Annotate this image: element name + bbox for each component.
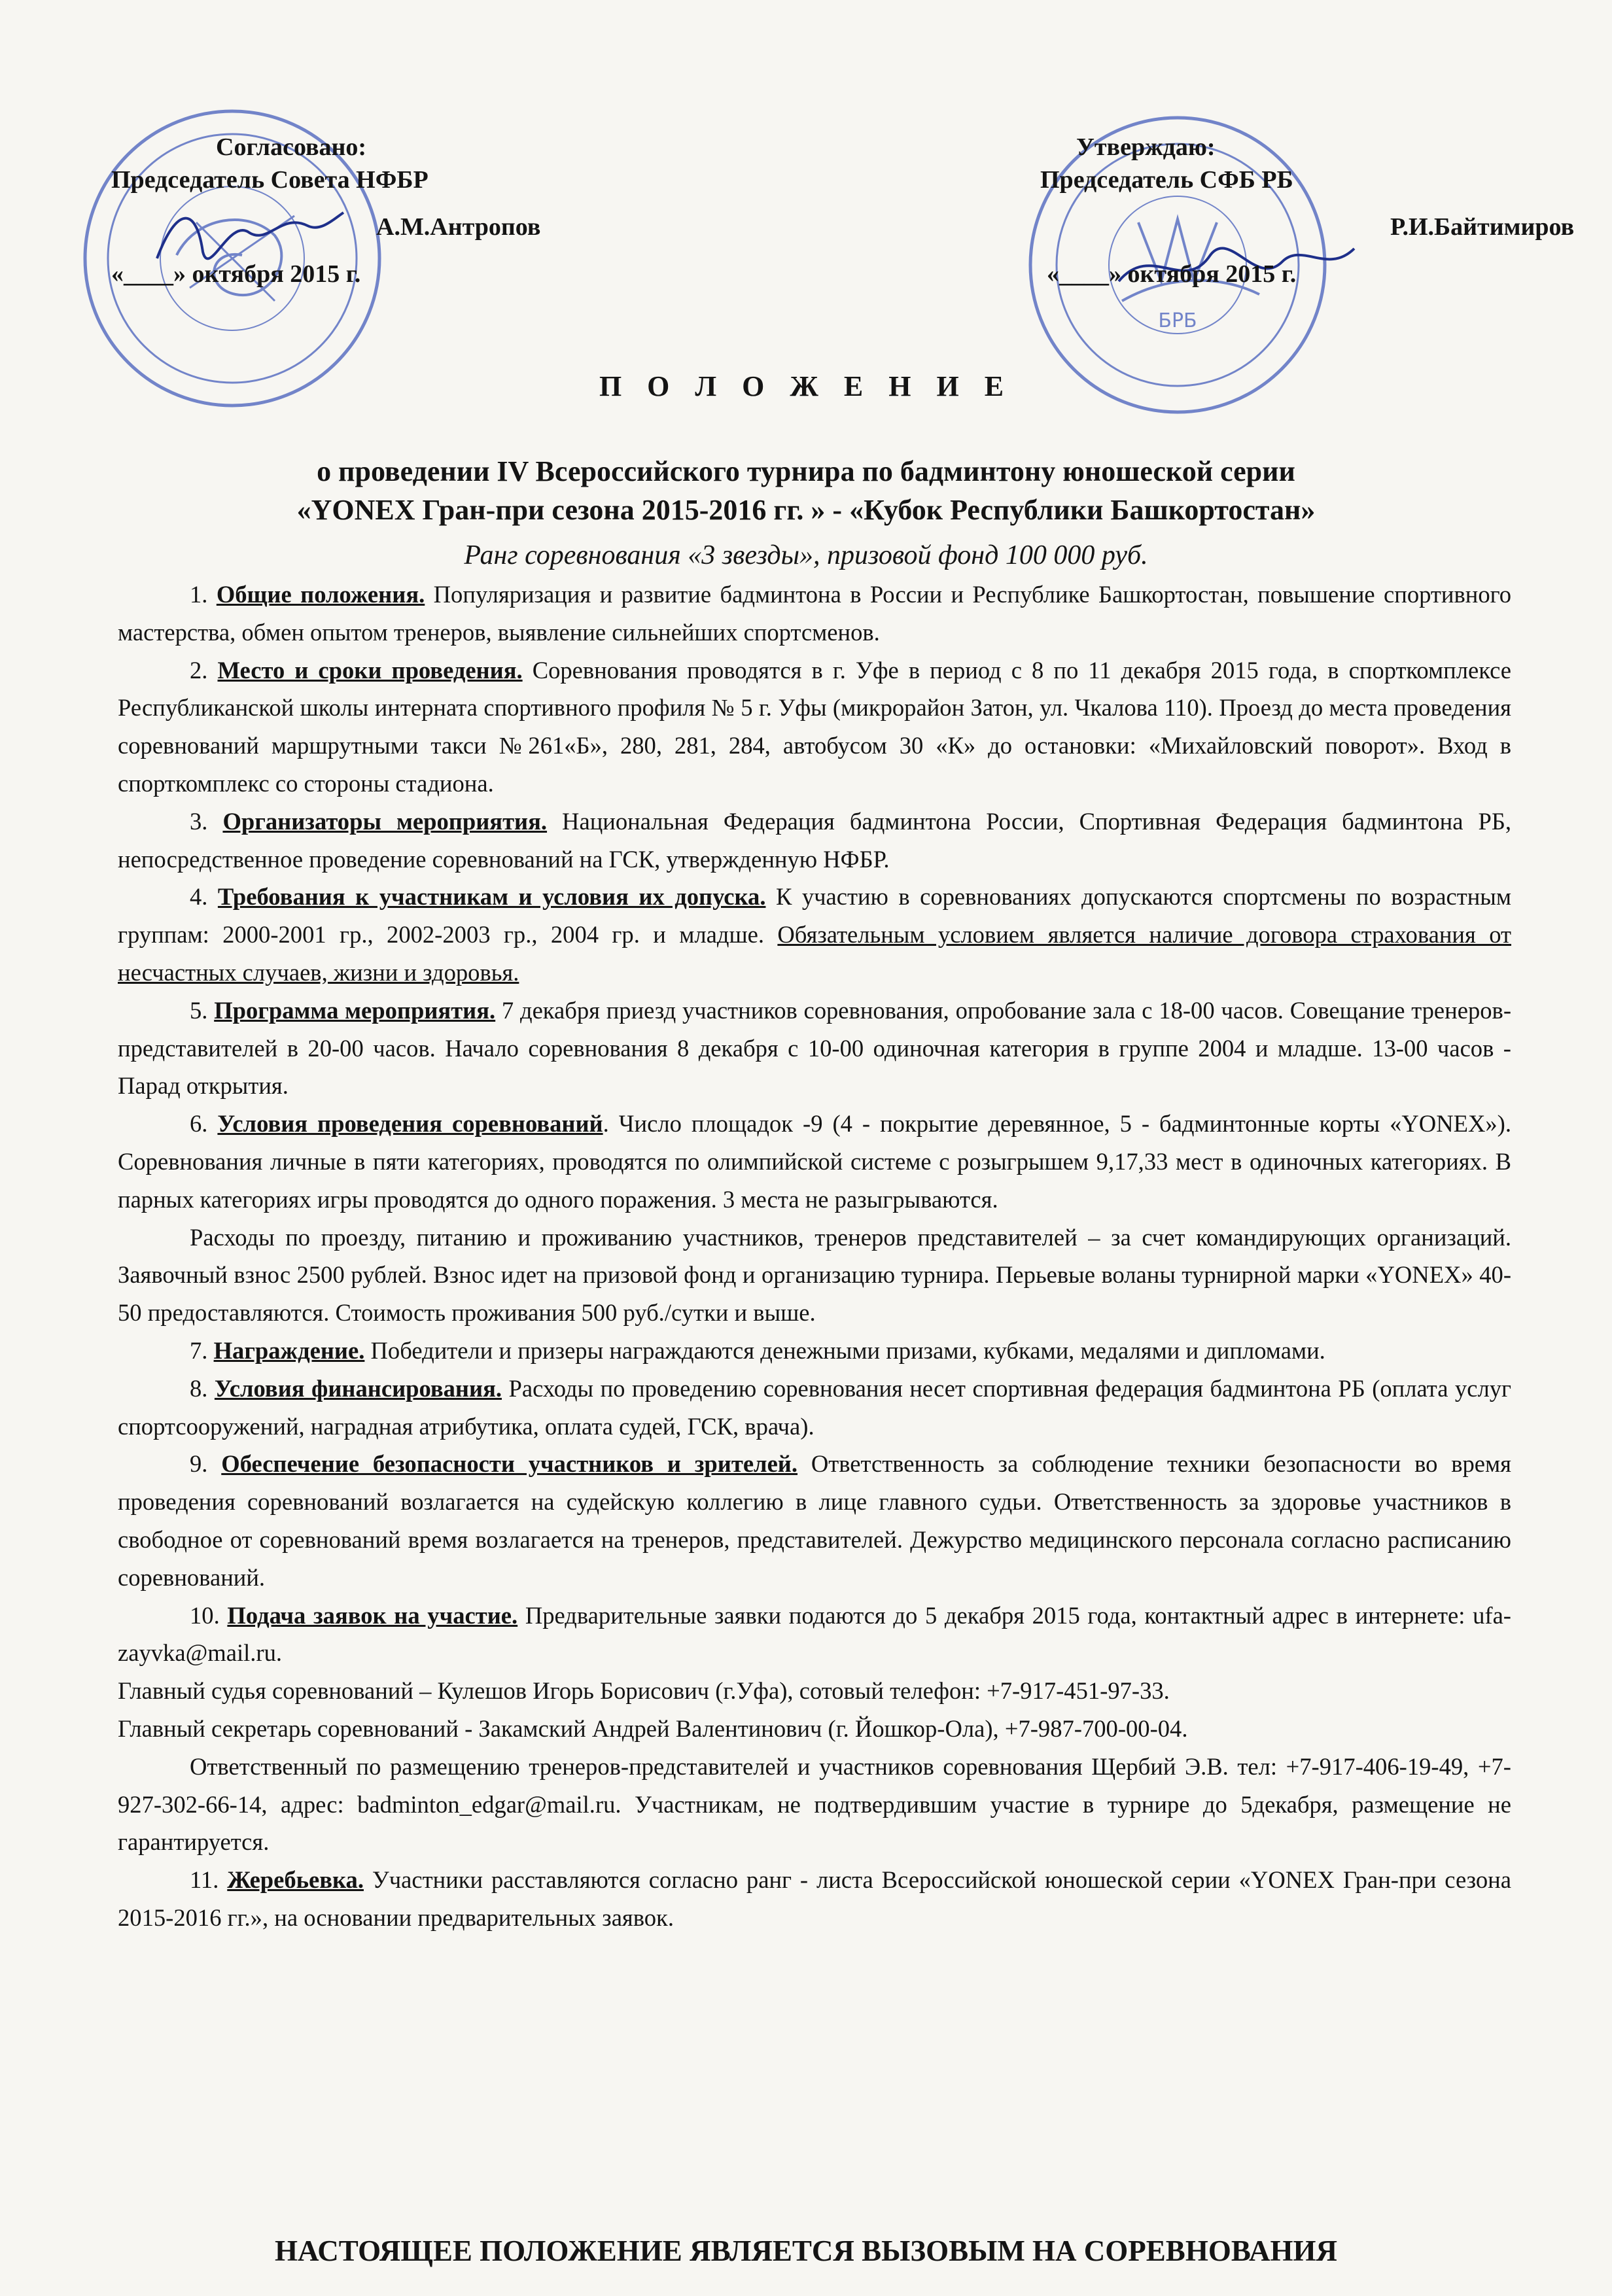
section-3: 3. Организаторы мероприятия. Национальная Федерация бадминтона России, Спортивная Федерация бадминтона РБ, непосредственное проведение соревнований на ГСК, утвержденную НФБР. [118, 807, 1511, 873]
document-body [118, 576, 1511, 1937]
section-10-lodging: Ответственный по размещению тренеров-представителей и участников соревнования Щербий Э.В. тел: +7-917-406-19-49, +7-927-302-66-14, адрес: badminton_edgar@mail.ru. Участникам, не подтвердившим участие в турнире до 5декабря, размещение не гарантируется. [118, 1752, 1511, 1856]
approval-left-name: А.М.Антропов [376, 213, 541, 241]
section-11: 11. Жеребьевка. Участники расставляются согласно ранг - листа Всероссийской юношеской серии «YONEX Гран-при сезона 2015-2016 гг.», на основании предварительных заявок. [118, 1866, 1511, 1931]
section-6: 6. Условия проведения соревнований. Число площадок -9 (4 - покрытие деревянное, 5 - бадминтонные корты «YONEX»). Соревнования личные в пяти категориях, проводятся по олимпийской системе с розыгрышем 9,17,33 мест в одиночных категориях. В парных категориях игры проводятся до одного поражения. 3 места не разыгрываются. [118, 1110, 1512, 1213]
section-4: 4. Требования к участникам и условия их допуска. К участию в соревнованиях допускаются спортсмены по возрастным группам: 2000-2001 гр., 2002-2003 гр., 2004 гр. и младше. Обязательным условием является наличие договора страхования от несчастных случаев, жизни и здоровья. [118, 883, 1512, 986]
section-1-title: Общие положения. [216, 581, 425, 608]
section-6-expenses: Расходы по проезду, питанию и проживанию участников, тренеров представителей – за счет командирующих организаций. Заявочный взнос 2500 рублей. Взнос идет на призовой фонд и организацию турнира. Перьевые воланы турнирной марки «YONEX» 40-50 предоставляются. Стоимость проживания 500 руб./сутки и выше. [118, 1223, 1511, 1327]
approval-right-date: «____» октября 2015 г. [1047, 260, 1297, 288]
section-2: 2. Место и сроки проведения. Соревнования проводятся в г. Уфе в период с 8 по 11 декабря 2015 года, в спорткомплексе Республиканской школы интерната спортивного профиля № 5 г. Уфы (микрорайон Затон, ул. Чкалова 110). Проезд до места проведения соревнований маршрутными такси №261«Б», 280, 281, 284, автобусом 30 «К» до остановки: «Михайловский поворот». Вход в спорткомплекс со стороны стадиона. [118, 656, 1511, 797]
svg-text:БРБ: БРБ [1158, 309, 1197, 332]
section-4-title: Требования к участникам и условия их допуска. [217, 883, 766, 911]
section-2-title: Место и сроки проведения. [217, 656, 523, 684]
section-10: 10. Подача заявок на участие. Предварительные заявки подаются до 5 декабря 2015 года, контактный адрес в интернете: ufa-zayvka@mail.ru. [118, 1601, 1511, 1667]
competition-rank: Ранг соревнования «3 звезды», призовой фонд 100 000 руб. [464, 540, 1148, 570]
section-10-judge: Главный судья соревнований – Кулешов Игорь Борисович (г.Уфа), сотовый телефон: +7-917-451-97-33. [118, 1677, 1170, 1705]
approval-left [111, 131, 540, 290]
approval-left-position: Председатель Совета НФБР [111, 166, 429, 194]
section-5: 5. Программа мероприятия. 7 декабря приезд участников соревнования, опробование зала с 18-00 часов. Совещание тренеров-представителей в 20-00 часов. Начало соревнования 8 декабря с 10-00 одиночная категория в группе 2004 и младше. 13-00 часов - Парад открытия. [118, 996, 1511, 1100]
section-8-title: Условия финансирования. [214, 1374, 502, 1402]
section-8: 8. Условия финансирования. Расходы по проведению соревнования несет спортивная федерация бадминтона РБ (оплата услуг спортсооружений, наградная атрибутика, оплата судей, ГСК, врача). [118, 1374, 1511, 1440]
approval-right-position: Председатель СФБ РБ [1040, 166, 1293, 194]
document-subtitle-1: о проведении IV Всероссийского турнира по бадминтону юношеской серии [317, 455, 1295, 487]
closing-statement: НАСТОЯЩЕЕ ПОЛОЖЕНИЕ ЯВЛЯЕТСЯ ВЫЗОВЫМ НА СОРЕВНОВАНИЯ [274, 2235, 1338, 2267]
section-9: 9. Обеспечение безопасности участников и зрителей. Ответственность за соблюдение техники безопасности во время проведения соревнований возлагается на судейскую коллегию в лице главного судьи. Ответственность за здоровье участников в свободное от соревнований время возлагается на тренеров, представителей. Дежурство медицинского персонала согласно расписанию соревнований. [118, 1450, 1511, 1591]
section-9-title: Обеспечение безопасности участников и зрителей. [221, 1450, 798, 1478]
approval-left-label: Согласовано: [216, 133, 367, 161]
approval-right-label: Утверждаю: [1076, 133, 1216, 161]
document-title: П О Л О Ж Е Н И Е [599, 370, 1013, 402]
approval-left-date: «____» октября 2015 г. [111, 260, 361, 288]
section-7: 7. Награждение. Победители и призеры награждаются денежными призами, кубками, медалями и дипломами. [190, 1336, 1325, 1364]
section-5-title: Программа мероприятия. [214, 996, 496, 1024]
section-3-title: Организаторы мероприятия. [222, 807, 548, 835]
section-1: 1. Общие положения. Популяризация и развитие бадминтона в России и Республике Башкортостан, повышение спортивного мастерства, обмен опытом тренеров, выявление сильнейших спортсменов. [118, 581, 1511, 646]
section-10-secretary: Главный секретарь соревнований - Закамский Андрей Валентинович (г. Йошкор-Ола), +7-987-700-00-04. [118, 1714, 1188, 1742]
section-6-title: Условия проведения соревнований [217, 1110, 603, 1138]
section-11-title: Жеребьевка. [227, 1866, 364, 1894]
section-10-title: Подача заявок на участие. [227, 1601, 518, 1629]
approval-right [1040, 131, 1574, 290]
section-7-title: Награждение. [213, 1336, 365, 1364]
approval-right-name: Р.И.Байтимиров [1390, 213, 1575, 241]
section-4-insurance-note: Обязательным условием является наличие договора страхования от несчастных случаев, жизни и здоровья. [118, 921, 1512, 986]
document-subtitle-2: «YONEX Гран-при сезона 2015-2016 гг. » - «Кубок Республики Башкортостан» [296, 494, 1316, 526]
